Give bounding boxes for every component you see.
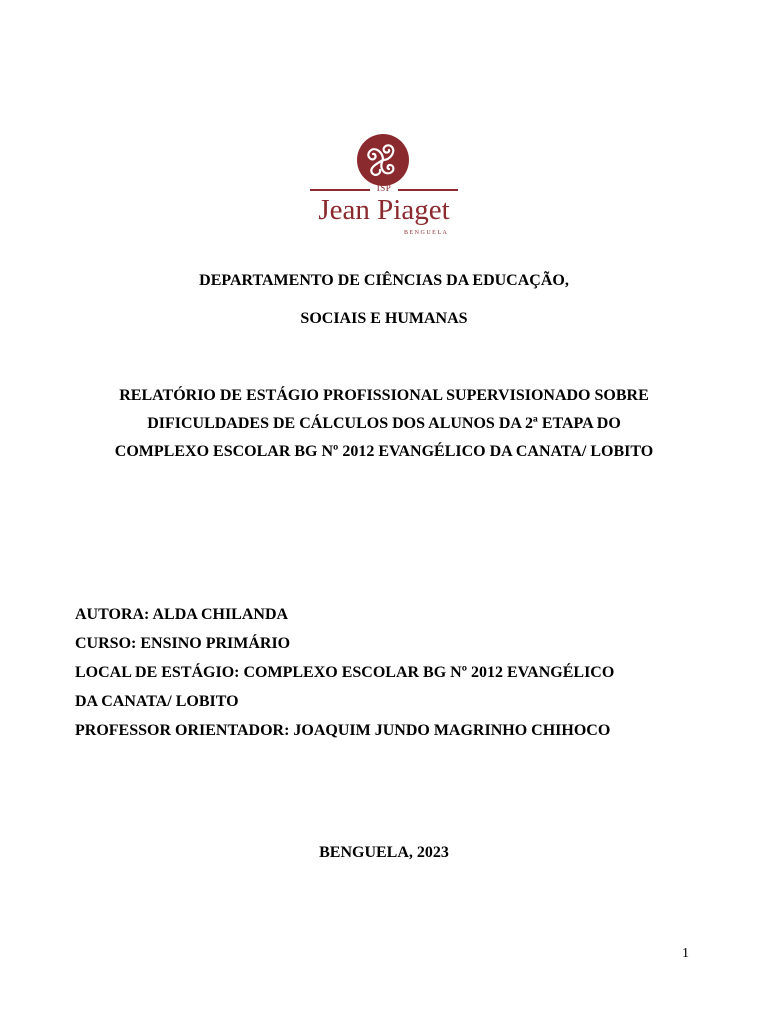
author-line: AUTORA: ALDA CHILANDA [75,606,289,623]
logo-isp-text: ISP [376,183,392,193]
triskelion-emblem-icon [355,132,411,188]
report-title-line-2: DIFICULDADES DE CÁLCULOS DOS ALUNOS DA 2ª ETAPA DO [147,415,621,432]
advisor-line: PROFESSOR ORIENTADOR: JOAQUIM JUNDO MAGRINHO CHIHOCO [75,722,611,739]
department-line-1: DEPARTAMENTO DE CIÊNCIAS DA EDUCAÇÃO, [199,272,569,289]
department-line-2: SOCIAIS E HUMANAS [300,310,468,327]
page-number: 1 [682,946,689,961]
institution-logo [300,132,468,242]
logo-divider-left [310,189,370,191]
location-line-1: LOCAL DE ESTÁGIO: COMPLEXO ESCOLAR BG Nº 2012 EVANGÉLICO [75,664,615,681]
course-line: CURSO: ENSINO PRIMÁRIO [75,635,291,652]
place-year: BENGUELA, 2023 [319,844,449,861]
location-line-2: DA CANATA/ LOBITO [75,693,239,710]
logo-divider-right [398,189,458,191]
report-title-line-3: COMPLEXO ESCOLAR BG Nº 2012 EVANGÉLICO DA CANATA/ LOBITO [114,443,654,460]
logo-city-text: BENGUELA [404,230,449,236]
report-title-line-1: RELATÓRIO DE ESTÁGIO PROFISSIONAL SUPERVISIONADO SOBRE [119,387,649,404]
logo-name-text: Jean Piaget [318,194,450,226]
